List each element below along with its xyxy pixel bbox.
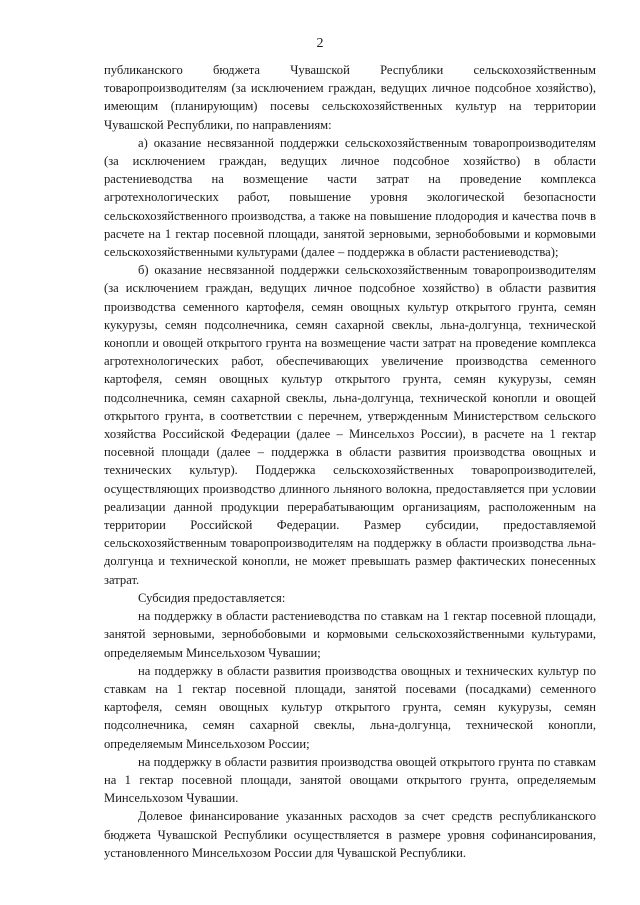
paragraph-item-b: б) оказание несвязанной поддержки сельскохозяйственным товаропроизводителям (за исключением граждан, ведущих личное подсобное хозяйство) в области развития производства семенного картофеля, семян овощных культур открытого грунта, семян кукурузы, семян подсолнечника, семян сахарной свеклы, льна-долгунца, технической конопли и овощей открытого грунта на возмещение части затрат на проведение комплекса агротехнологических работ, обеспечивающих увеличение производства семенного картофеля, семян овощных культур открытого грунта, семян кукурузы, семян подсолнечника, семян сахарной свеклы, льна-долгунца, технической конопли и овощей открытого грунта, в соответствии с перечнем, утвержденным Министерством сельского хозяйства Российской Федерации (далее – Минсельхоз России), в расчете на 1 гектар посевной площади (далее – поддержка в области развития производства овощных и технических культур). Поддержка сельскохозяйственных товаропроизводителей, осуществляющих производство длинного льняного волокна, предоставляется при условии реализации данной продукции перерабатывающим организациям, расположенным на территории Российской Федерации. Размер субсидии, предоставляемой сельскохозяйственным товаропроизводителям на поддержку в области производства льна-долгунца и технической конопли, не может превышать размер фактических понесенных затрат. — [104, 263, 596, 587]
paragraph-subsidy-intro: Субсидия предоставляется: — [138, 590, 286, 605]
paragraph-continuation: публиканского бюджета Чувашской Республики сельскохозяйственным товаропроизводителям (за исключением граждан, ведущих личное подсобное хозяйство), имеющим (планирующим) посевы сельскохозяйственных культур на территории Чувашской Республики, по направлениям: — [104, 63, 596, 132]
document-body — [104, 61, 596, 862]
paragraph-subsidy-vegetables-technical: на поддержку в области развития производства овощных и технических культур по ставкам на 1 гектар посевной площади, занятой посевами (посадками) семенного картофеля, семян овощных культур открытого грунта, семян кукурузы, семян подсолнечника, семян сахарной свеклы, льна-долгунца, технической конопли, определяемым Минсельхозом России; — [104, 663, 596, 751]
paragraph-item-a: а) оказание несвязанной поддержки сельскохозяйственным товаропроизводителям (за исключением граждан, ведущих личное подсобное хозяйство) в области растениеводства на возмещение части затрат на проведение комплекса агротехнологических работ, повышение уровня экологической безопасности сельскохозяйственного производства, а также на повышение плодородия и качества почв в расчете на 1 гектар посевной площади, занятой зерновыми, зернобобовыми и кормовыми сельскохозяйственными культурами (далее – поддержка в области растениеводства); — [104, 135, 596, 260]
paragraph-subsidy-open-ground: на поддержку в области развития производства овощей открытого грунта по ставкам на 1 гектар посевной площади, занятой овощами открытого грунта, определяемым Минсельхозом Чувашии. — [104, 754, 596, 806]
paragraph-subsidy-crops: на поддержку в области растениеводства по ставкам на 1 гектар посевной площади, занятой зерновыми, зернобобовыми и кормовыми сельскохозяйственными культурами, определяемым Минсельхозом Чувашии; — [104, 609, 596, 660]
page-number: 2 — [316, 36, 324, 51]
paragraph-cofinancing: Долевое финансирование указанных расходов за счет средств республиканского бюджета Чувашской Республики осуществляется в размере уровня софинансирования, установленного Минсельхозом России для Чувашской Республики. — [104, 809, 596, 860]
